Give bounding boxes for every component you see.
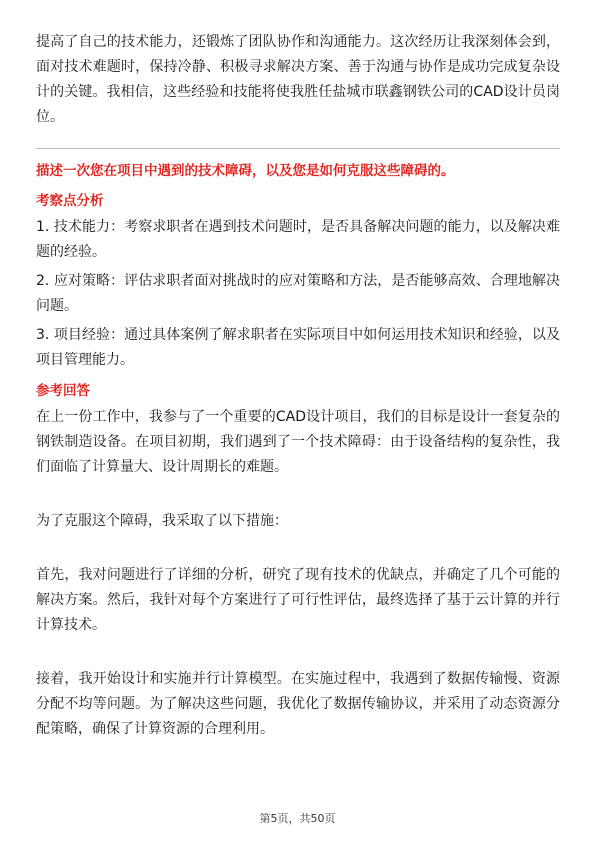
interview-question: 描述一次您在项目中遇到的技术障碍，以及您是如何克服这些障碍的。 [36,163,455,179]
answer-heading: 参考回答 [36,383,90,399]
analysis-heading: 考察点分析 [36,193,104,209]
answer-paragraph: 为了克服这个障碍，我采取了以下措施： [36,513,288,529]
answer-paragraph: 在上一份工作中，我参与了一个重要的CAD设计项目，我们的目标是设计一套复杂的钢铁制造设备。在项目初期，我们遇到了一个技术障碍：由于设备结构的复杂性，我们面临了计算量大、设计周期长的难题。 [36,409,560,475]
answer-paragraph: 首先，我对问题进行了详细的分析，研究了现有技术的优缺点，并确定了几个可能的解决方案。然后，我针对每个方案进行了可行性评估，最终选择了基于云计算的并行计算技术。 [36,567,560,633]
analysis-item: 1. 技术能力：考察求职者在遇到技术问题时，是否具备解决问题的能力，以及解决难题的经验。 [36,219,560,260]
analysis-item: 3. 项目经验：通过具体案例了解求职者在实际项目中如何运用技术知识和经验，以及项目管理能力。 [36,327,560,368]
section-divider [36,148,560,149]
analysis-item: 2. 应对策略：评估求职者面对挑战时的应对策略和方法，是否能够高效、合理地解决问题。 [36,273,560,314]
answer-paragraph: 接着，我开始设计和实施并行计算模型。在实施过程中，我遇到了数据传输慢、资源分配不均等问题。为了解决这些问题，我优化了数据传输协议，并采用了动态资源分配策略，确保了计算资源的合理利用。 [36,671,560,737]
intro-paragraph: 提高了自己的技术能力，还锻炼了团队协作和沟通能力。这次经历让我深刻体会到，面对技术难题时，保持冷静、积极寻求解决方案、善于沟通与协作是成功完成复杂设计的关键。我相信，这些经验和技能将使我胜任盐城市联鑫钢铁公司的CAD设计员岗位。 [36,34,560,125]
page-footer: 第5页，共50页 [259,812,336,825]
spacer [36,638,560,663]
spacer [36,534,560,559]
spacer [36,480,560,505]
document-page [36,30,560,742]
